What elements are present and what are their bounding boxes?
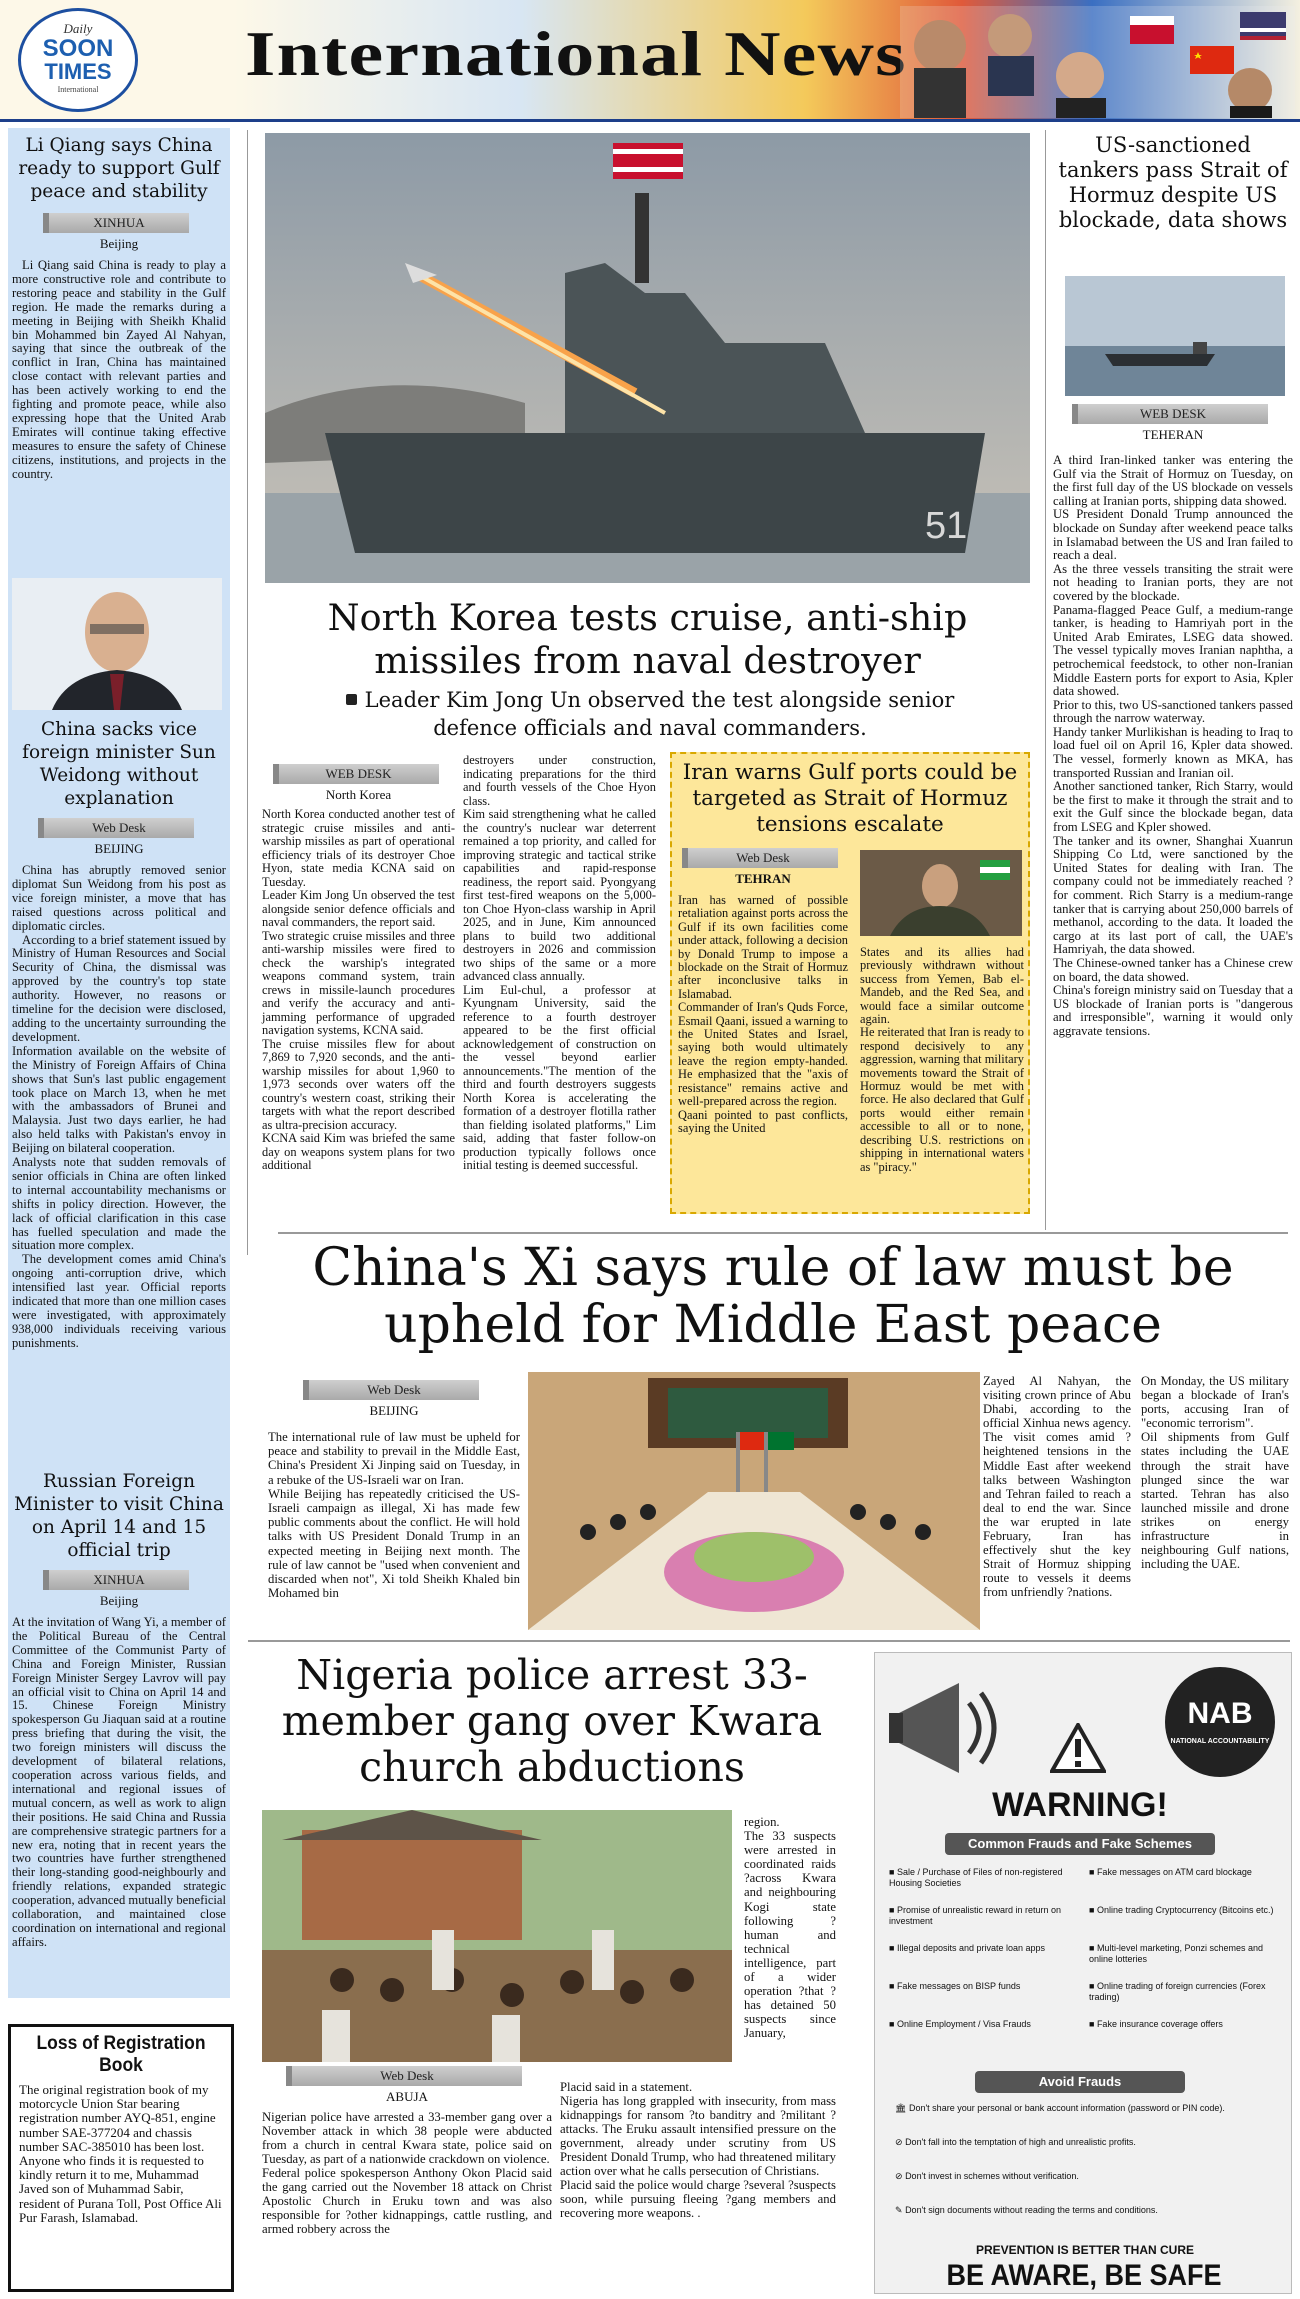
article-body: Placid said in a statement. Nigeria has long grappled with insecurity, from mass kidnappings for ransom ?to banditry and ?militant ?attacks. The Eruku assault intensified pressure on the government, already under scrutiny from US President Donald Trump, who had threatened military action over what he calls persecution of Christians. Placid said the police would charge ?several ?suspects soon, while pursuing fleeing ?gang members and recovering more weapons. . [560, 2080, 836, 2220]
article-body: Zayed Al Nahyan, the visiting crown prince of Abu Dhabi, according to the official Xinhua news agency. The visit comes amid ?heightened tensions in the Middle East after weekend talks between Washington and Tehran failed to reach a deal to end the war. Since the war erupted in late February, Iran has effectively shut the key Strait of Hormuz shipping route to vessels it deems from unfriendly ?nations. [983, 1374, 1131, 1600]
article-body: region. The 33 suspects were arrested in coordinated raids ?across Kwara and neighbouring Kogi state following ?human and technical intelligence, part of a wider operation ?that ?has detained 50 suspects since January, [744, 1815, 836, 2041]
logo-soon: SOON [42, 35, 114, 62]
dateline: TEHERAN [1142, 427, 1204, 442]
article-lavrov [12, 1470, 226, 1950]
warship-missile-photo [265, 133, 1030, 583]
dateline: BEIJING [94, 841, 144, 856]
document-icon: ✎ [895, 2205, 903, 2215]
avoid-item: 🏛 Don't share your personal or bank account information (password or PIN code). [895, 2103, 1225, 2113]
avoid-list [895, 2103, 1275, 2239]
frauds-list-right [1089, 1867, 1279, 2057]
slogan: BE AWARE, BE SAFE [946, 2259, 1222, 2292]
nigeria-arrest-photo [262, 1810, 732, 2062]
dateline: TEHRAN [735, 871, 791, 886]
dateline: ABUJA [386, 2089, 428, 2104]
article-body: destroyers under construction, indicating preparations for the third and fourth vessels of the Choe Hyon class. Kim said strengthening what he called the country's nuclear war deterrent remained a top priority, and called for improving strategic and tactical strike capabilities and rapid-response readiness, the report said. Pyongyang first test-fired weapons on the 5,000-ton Choe Hyon-class warship in April 2025, and in June, Kim announced plans to build two additional destroyers in 2026 and commission two ships of the same or a more advanced class annually. Lim Eul-chul, a professor at Kyungnam University, said the reference to a fourth destroyer appeared to be the first official acknowledgement of construction on the vessel beyond earlier announcements."The mention of the third and fourth destroyers suggests North Korea is accelerating the formation of a destroyer flotilla rather than fielding isolated platforms," Lim said, adding that faster follow-on production typically follows once initial testing is deemed successful. [463, 753, 656, 1172]
masthead-title: International News [245, 18, 907, 89]
nab-awareness-ad [874, 1652, 1292, 2294]
no-icon: ⊘ [895, 2137, 903, 2147]
no-icon: ⊘ [895, 2171, 903, 2181]
masthead [0, 0, 1300, 122]
fraud-item: ■ Multi-level marketing, Ponzi schemes and online lotteries [1089, 1943, 1264, 1964]
xi-meeting-photo [528, 1372, 980, 1630]
section-rule [248, 1640, 1290, 1642]
qaani-photo [860, 850, 1022, 936]
nigeria-column-1 [262, 2066, 552, 2236]
korea-column-2 [463, 754, 656, 1173]
dateline: North Korea [325, 787, 392, 802]
source-tag: WEB DESK [279, 764, 439, 784]
article-body [12, 864, 226, 1351]
article-body: North Korea conducted another test of strategic cruise missiles and anti-warship missiles as part of operational efficiency trials of its destroyer Choe Hyon, state media KCNA said on Tuesday. Leader Kim Jong Un observed the test alongside senior defence officials and naval commanders, the report said. Two strategic cruise missiles and three anti-warship missiles were fired to check the warship's integrated weapons command system, train crews in missile-launch procedures and verify the accuracy and anti-jamming performance of upgraded navigation systems, KCNA said. The cruise missiles flew for about 7,869 to 7,920 seconds, and the anti-warship missiles for about 1,960 to 1,973 seconds over waters off the country's western coast, striking their targets with what the report described as ultra-precision accuracy. KCNA said Kim was briefed the same day on weapons system plans for two additional [262, 807, 455, 1172]
common-frauds-title: Common Frauds and Fake Schemes [945, 1833, 1215, 1855]
sun-weidong-photo [12, 578, 222, 710]
source-tag: Web Desk [309, 1380, 479, 1400]
warning-title: WARNING! [992, 1786, 1168, 1824]
article-li-qiang [12, 134, 226, 482]
paragraph: Information available on the website of the Ministry of Foreign Affairs of China shows that Sun's last public engagement took place on March 13, when he met with the ambassadors of Brunei and Malaysia. Just two days earlier, he had also held talks with Pakistan's envoy in Beijing on bilateral cooperation. [12, 1043, 226, 1156]
article-body: Iran has warned of possible retaliation against ports across the Gulf if its own facilities come under attack, following a decision by Donald Trump to impose a blockade on the Strait of Hormuz after inconclusive talks in Islamabad. Commander of Iran's Quds Force, Esmail Qaani, issued a warning to the United States and Israel, saying both would ultimately leave the region empty-handed. He emphasized that the "axis of resistance" remains active and well-prepared across the region. Qaani pointed to past conflicts, saying the United [678, 893, 848, 1135]
masthead-leaders-collage [900, 6, 1295, 118]
paragraph: The development comes amid China's ongoing anti-corruption drive, which intensified last year. Official reports indicated that more than one million cases were investigated, with approximately 938,000 individuals receiving various punishments. [12, 1252, 226, 1350]
article-body: The international rule of law must be upheld for peace and stability to prevail in the Middle East, China's President Xi Jinping said on Tuesday, in a rebuke of the US-Israeli war on Iran. While Beijing has repeatedly criticised the US-Israeli campaign as illegal, Xi has made few public comments about the conflict. He will hold talks with US President Donald Trump in an expected meeting in Beijing next month. The rule of law cannot be "used when convenient and discarded when not", Xi told Sheikh Khaled bin Mohamed bin [268, 1430, 520, 1601]
xi-column-2 [983, 1374, 1131, 1600]
megaphone-icon [889, 1673, 1009, 1783]
notice-headline: Loss of Registration Book [36, 2033, 206, 2076]
bank-icon: 🏛 [895, 2103, 907, 2113]
column-rule [1045, 130, 1046, 1230]
fraud-item: ■ Online Employment / Visa Frauds [889, 2019, 1031, 2029]
dateline: BEIJING [369, 1403, 419, 1418]
nab-badge-ring: NATIONAL ACCOUNTABILITY [1170, 1738, 1270, 1745]
korea-column-1 [262, 764, 455, 1173]
warning-triangle-icon [1050, 1723, 1106, 1773]
xi-column-1 [268, 1380, 520, 1600]
source-tag: XINHUA [49, 213, 189, 233]
source-tag: Web Desk [688, 848, 838, 868]
fraud-item: ■ Fake insurance coverage offers [1089, 2019, 1223, 2029]
source-tag: WEB DESK [1078, 404, 1268, 424]
tankers-article [1053, 404, 1293, 1039]
nab-badge-text: NAB [1187, 1697, 1253, 1730]
paragraph: Analysts note that sudden removals of senior officials in China are often linked to internal accountability mechanisms or shifts in policy direction. However, the lack of official clarification in this case has fuelled speculation and made the situation more complex. [12, 1155, 226, 1253]
prevention-text: PREVENTION IS BETTER THAN CURE [975, 2243, 1194, 2257]
notice-body [19, 2083, 223, 2225]
bullet-icon [346, 694, 357, 705]
subhead-text: Leader Kim Jong Un observed the test alongside senior defence officials and naval commanders. [364, 688, 955, 740]
dateline: Beijing [99, 236, 139, 251]
logo-daily: Daily [63, 21, 93, 36]
fraud-item: ■ Online trading Cryptocurrency (Bitcoins etc.) [1089, 1905, 1274, 1915]
headline: Li Qiang says China ready to support Gulf peace and stability [18, 135, 220, 202]
nigeria-side-column [744, 1815, 836, 2041]
dateline: Beijing [99, 1593, 139, 1608]
hull-number: 51 [925, 505, 968, 547]
nab-badge [1165, 1667, 1275, 1777]
avoid-item: ⊘ Don't invest in schemes without verification. [895, 2171, 1079, 2181]
paragraph: Li Qiang said China is ready to play a more constructive role and contribute to restoring peace and stability in the Gulf region. He made the remarks during a meeting in Beijing with Sheikh Khalid bin Mohammed bin Zayed Al Nahyan, saying that since the outbreak of the conflict in Iran, China has maintained close contact with relevant parties and has been actively working to end the fighting and promote peace, while also expressing hope that the United Arab Emirates will continue taking effective measures to ensure the safety of Chinese citizens, institutions, and projects in the country. [12, 258, 226, 481]
article-sun-weidong [12, 718, 226, 1351]
paragraph: At the invitation of Wang Yi, a member of the Political Bureau of the Central Committee of the Communist Party of China and Foreign Minister, Russian Foreign Minister Sergey Lavrov will pay an official visit to China on April 14 and 15. Chinese Foreign Ministry spokesperson Gu Jiaquan said at a routine press briefing that during the visit, the two foreign ministers will discuss the development of bilateral relations, cooperation across various fields, and international and regional issues of mutual concern, as well as work to align their positions. He said China and Russia are comprehensive strategic partners for a new era, noting that in recent years the two countries have further strengthened their long-standing good-neighbourly and friendly relations, expanded strategic cooperation, advanced mutually beneficial collaboration, and maintained close coordination on international and regional affairs. [12, 1615, 227, 1949]
column-rule [247, 130, 248, 1255]
avoid-item: ✎ Don't sign documents without reading the terms and conditions. [895, 2205, 1158, 2215]
frauds-list-left [889, 1867, 1079, 2057]
paragraph: According to a brief statement issued by Ministry of Human Resources and Social Security of China, the dismissal was approved by the country's top state authority. However, no reasons or timeline for the decision were disclosed, adding to the uncertainty surrounding the development. [12, 932, 226, 1044]
avoid-item: ⊘ Don't fall into the temptation of high and unrealistic profits. [895, 2137, 1136, 2147]
nigeria-column-2 [560, 2080, 836, 2220]
tanker-photo [1065, 276, 1285, 396]
fraud-item: ■ Promise of unrealistic reward in return on investment [889, 1905, 1062, 1926]
korea-subhead [340, 686, 960, 742]
article-body: On Monday, the US military began a blockade of Iran's ports, accusing Iran of "economic terrorism". Oil shipments from Gulf states including the UAE through the strait have plunged since the war started. Tehran has also launched missile and drone strikes on energy infrastructure in neighbouring Gulf nations, including the UAE. [1141, 1374, 1289, 1572]
fraud-item: ■ Fake messages on ATM card blockage [1089, 1867, 1252, 1877]
headline: China sacks vice foreign minister Sun Weidong without explanation [22, 719, 216, 809]
iran-column-2 [860, 946, 1024, 1174]
section-rule [278, 1232, 1288, 1234]
iran-column-1 [678, 848, 848, 1135]
article-body: A third Iran-linked tanker was entering the Gulf via the Strait of Hormuz on Tuesday, on the first full day of the US blockade on vessels calling at Iranian ports, shipping data showed. US President Donald Trump announced the blockade on Sunday after weekend peace talks in Islamabad between the US and Iran failed to reach a deal. As the three vessels transiting the strait were not heading to Iranian ports, they are not covered by the blockade. Panama-flagged Peace Gulf, a medium-range tanker, is heading to Hamriyah port in the United Arab Emirates, LSEG data showed. The vessel typically moves Iranian naphtha, a petrochemical feedstock, to other non-Iranian Middle Eastern ports for export to Asia, Kpler data showed. Prior to this, two US-sanctioned tankers passed through the narrow waterway. Handy tanker Murlikishan is heading to Iraq to load fuel oil on April 16, Kpler data showed. The vessel, formerly known as MKA, has transported Russian and Iranian oil. Another sanctioned tanker, Rich Starry, would be the first to make it through the strait and to exit the Gulf since the blockade began, data from LSEG and Kpler showed. The tanker and its owner, Shanghai Xuanrun Shipping Co Ltd, were sanctioned by the United States for dealing with Iran. The company could not be immediately reached ?for comment. Rich Starry is a medium-range tanker that is carrying about 250,000 barrels of methanol, according to the data. It loaded the cargo at its last port of call, the UAE's Hamriyah, the data showed. The Chinese-owned tanker has a Chinese crew on board, the data showed. China's foreign ministry said on Tuesday that a US blockade of Iranian ports is "dangerous and irresponsible", warning it would only aggravate tensions. [1053, 453, 1293, 1038]
newspaper-logo [18, 8, 138, 112]
logo-times: TIMES [44, 59, 112, 84]
fraud-item: ■ Online trading of foreign currencies (Forex trading) [1089, 1981, 1266, 2002]
fraud-item: ■ Fake messages on BISP funds [889, 1981, 1021, 1991]
avoid-frauds-title: Avoid Frauds [975, 2071, 1185, 2093]
paragraph: China has abruptly removed senior diplomat Sun Weidong from his post as vice foreign minister, a move that has raised questions across political and diplomatic circles. [12, 863, 226, 933]
logo-tag: International [57, 85, 99, 94]
article-body [12, 259, 226, 482]
paragraph: The original registration book of my motorcycle Union Star bearing registration number AYQ-851, engine number SAE-377204 and chassis number SAC-385010 has been lost. Anyone who finds it is requested to kindly return it to me, Muhammad Javed son of Muhammad Sabir, resident of Purana Toll, Post Office Ali Pur Farash, Islamabad. [19, 2082, 222, 2225]
xi-column-3 [1141, 1374, 1289, 1571]
fraud-item: ■ Sale / Purchase of Files of non-registered Housing Societies [889, 1867, 1063, 1888]
tankers-headline: US-sanctioned tankers pass Strait of Hormuz despite US blockade, data shows [1058, 133, 1288, 232]
article-body: Nigerian police have arrested a 33-member gang over a November attack in which 38 people were abducted from a church in central Kwara state, police said on Tuesday, as part of a nationwide crackdown on violence. Federal police spokesperson Anthony Okon Placid said the gang carried out the November 18 attack on Christ Apostolic Church in Eruku town and was also responsible for ?other kidnappings, cattle rustling, and armed robbery across the [262, 2110, 552, 2236]
article-body: States and its allies had previously withdrawn without success from Yemen, Bab el-Mandeb, and the Red Sea, and would face a similar outcome again. He reiterated that Iran is ready to respond decisively to any aggression, warning that military movements toward the Strait of Hormuz would be met with force. He also declared that Gulf ports would either remain accessible to all or to none, describing U.S. restrictions on shipping in international waters as "piracy." [860, 945, 1024, 1174]
source-tag: XINHUA [49, 1570, 189, 1590]
korea-headline: North Korea tests cruise, anti-ship missiles from naval destroyer [327, 596, 968, 682]
article-body [12, 1616, 226, 1950]
source-tag: Web Desk [44, 818, 194, 838]
fraud-item: ■ Illegal deposits and private loan apps [889, 1943, 1046, 1953]
headline: Russian Foreign Minister to visit China on April 14 and 15 official trip [14, 1471, 224, 1561]
source-tag: Web Desk [292, 2066, 522, 2086]
nigeria-headline: Nigeria police arrest 33-member gang over Kwara church abductions [281, 1651, 823, 1791]
xi-headline: China's Xi says rule of law must be upheld for Middle East peace [312, 1238, 1234, 1355]
iran-headline: Iran warns Gulf ports could be targeted as Strait of Hormuz tensions escalate [682, 760, 1018, 837]
lost-registration-notice [8, 2024, 234, 2292]
